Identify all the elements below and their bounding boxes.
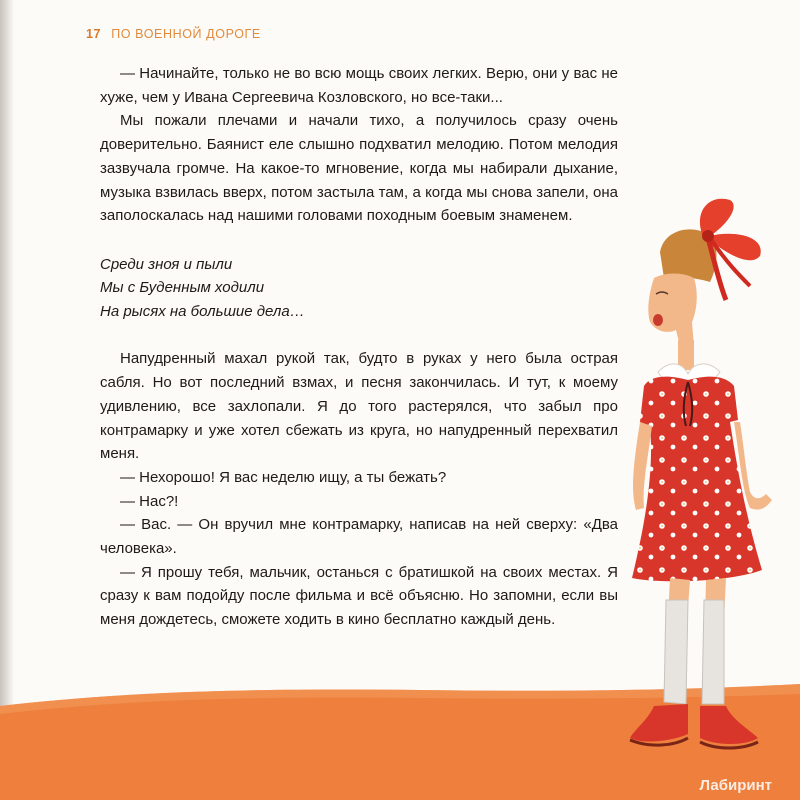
girl-illustration — [590, 190, 800, 780]
verse-line: На рысях на большие дела… — [100, 302, 305, 320]
dialogue-line: — Я прошу тебя, мальчик, останься с братишкой на своих местах. Я сразу к вам подойду после фильма и всё объясню. Но запомни, если вы меня дождетесь, сможете ходить в кино бесплатно каждый день. — [100, 563, 618, 629]
dialogue-line: — Нас?! — [120, 492, 179, 510]
dialogue-line: — Вас. — Он вручил мне контрамарку, написав на ней сверху: «Два человека». — [100, 516, 618, 558]
story-text — [100, 62, 618, 632]
song-verse — [100, 253, 618, 324]
watermark-logo: Лабиринт — [699, 777, 772, 794]
paragraph: Мы пожали плечами и начали тихо, а получилось сразу очень доверительно. Баянист еле слышно подхватил мелодию. Потом мелодия зазвучала громче. На какое-то мгновение, когда мы набирали дыхание, музыка взвилась вверх, потом застыла там, а когда мы снова запели, она заполоскалась над нашими головами походным боевым знаменем. — [100, 112, 618, 225]
verse-line: Среди зноя и пыли — [100, 255, 233, 273]
paragraph: Напудренный махал рукой так, будто в руках у него была острая сабля. Но вот последний взмах, и песня закончилась. И тут, к моему удивлению, все захлопали. Я до того растерялся, что забыл про контрамарку и уже хотел сбежать из круга, но напудренный перехватил меня. — [100, 350, 618, 463]
book-spine-shadow — [0, 0, 14, 800]
paragraph: — Начинайте, только не во всю мощь своих легких. Верю, они у вас не хуже, чем у Ивана Сергеевича Козловского, но все-таки... — [100, 65, 618, 106]
running-title: ПО ВОЕННОЙ ДОРОГЕ — [111, 27, 261, 41]
page-number: 17 — [86, 27, 102, 41]
page-header — [86, 27, 261, 41]
dialogue-line: — Нехорошо! Я вас неделю ищу, а ты бежать? — [120, 468, 447, 486]
verse-line: Мы с Буденным ходили — [100, 279, 265, 297]
